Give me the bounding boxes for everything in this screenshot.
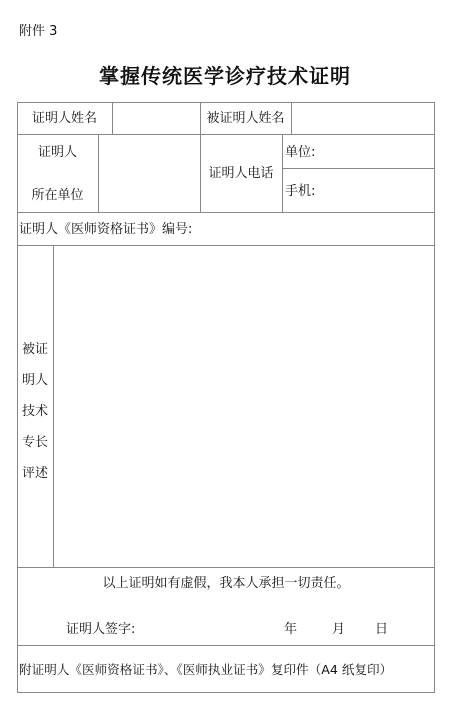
date-month-label: 月: [332, 622, 346, 637]
mobile-field[interactable]: [320, 169, 434, 212]
signature-field[interactable]: [150, 616, 270, 640]
certified-name-field[interactable]: [292, 103, 434, 134]
attachment-label: 附件 3: [19, 24, 58, 39]
date-day-label: 日: [375, 622, 389, 637]
certified-name-label: 被证明人姓名: [206, 111, 285, 126]
date-year-label: 年: [284, 622, 298, 637]
page-title: 掌握传统医学诊疗技术证明: [99, 64, 351, 88]
unit-phone-field[interactable]: [320, 135, 434, 168]
certificate-number-label: 证明人《医师资格证书》编号:: [19, 222, 193, 237]
certificate-number-field[interactable]: [210, 213, 434, 245]
unit-phone-label: 单位:: [285, 145, 316, 160]
mobile-label: 手机:: [285, 184, 316, 199]
table-border-right: [434, 102, 435, 693]
certifier-phone-label: 证明人电话: [208, 166, 274, 181]
evaluation-text-area[interactable]: [54, 246, 434, 567]
row-divider: [17, 567, 435, 568]
certifier-name-field[interactable]: [113, 103, 200, 134]
footer-note: 附证明人《医师资格证书》、《医师执业证书》复印件（A4 纸复印）: [19, 662, 393, 677]
row-divider: [17, 645, 435, 646]
certifier-unit-label-line1: 证明人: [37, 145, 77, 160]
certifier-name-label: 证明人姓名: [31, 111, 97, 126]
col-divider: [282, 134, 283, 212]
signature-label: 证明人签字:: [66, 622, 136, 637]
evaluation-label-line: 评述: [21, 466, 48, 481]
evaluation-label-line: 明人: [21, 373, 48, 388]
evaluation-label-line: 被证: [21, 342, 48, 357]
certifier-unit-field[interactable]: [99, 135, 200, 212]
evaluation-label: [17, 334, 53, 489]
declaration-text: 以上证明如有虚假，我本人承担一切责任。: [102, 576, 350, 591]
evaluation-label-line: 技术: [21, 404, 48, 419]
evaluation-label-line: 专长: [21, 435, 48, 450]
certifier-unit-label-line2: 所在单位: [31, 188, 84, 203]
table-border-bottom: [17, 692, 435, 693]
